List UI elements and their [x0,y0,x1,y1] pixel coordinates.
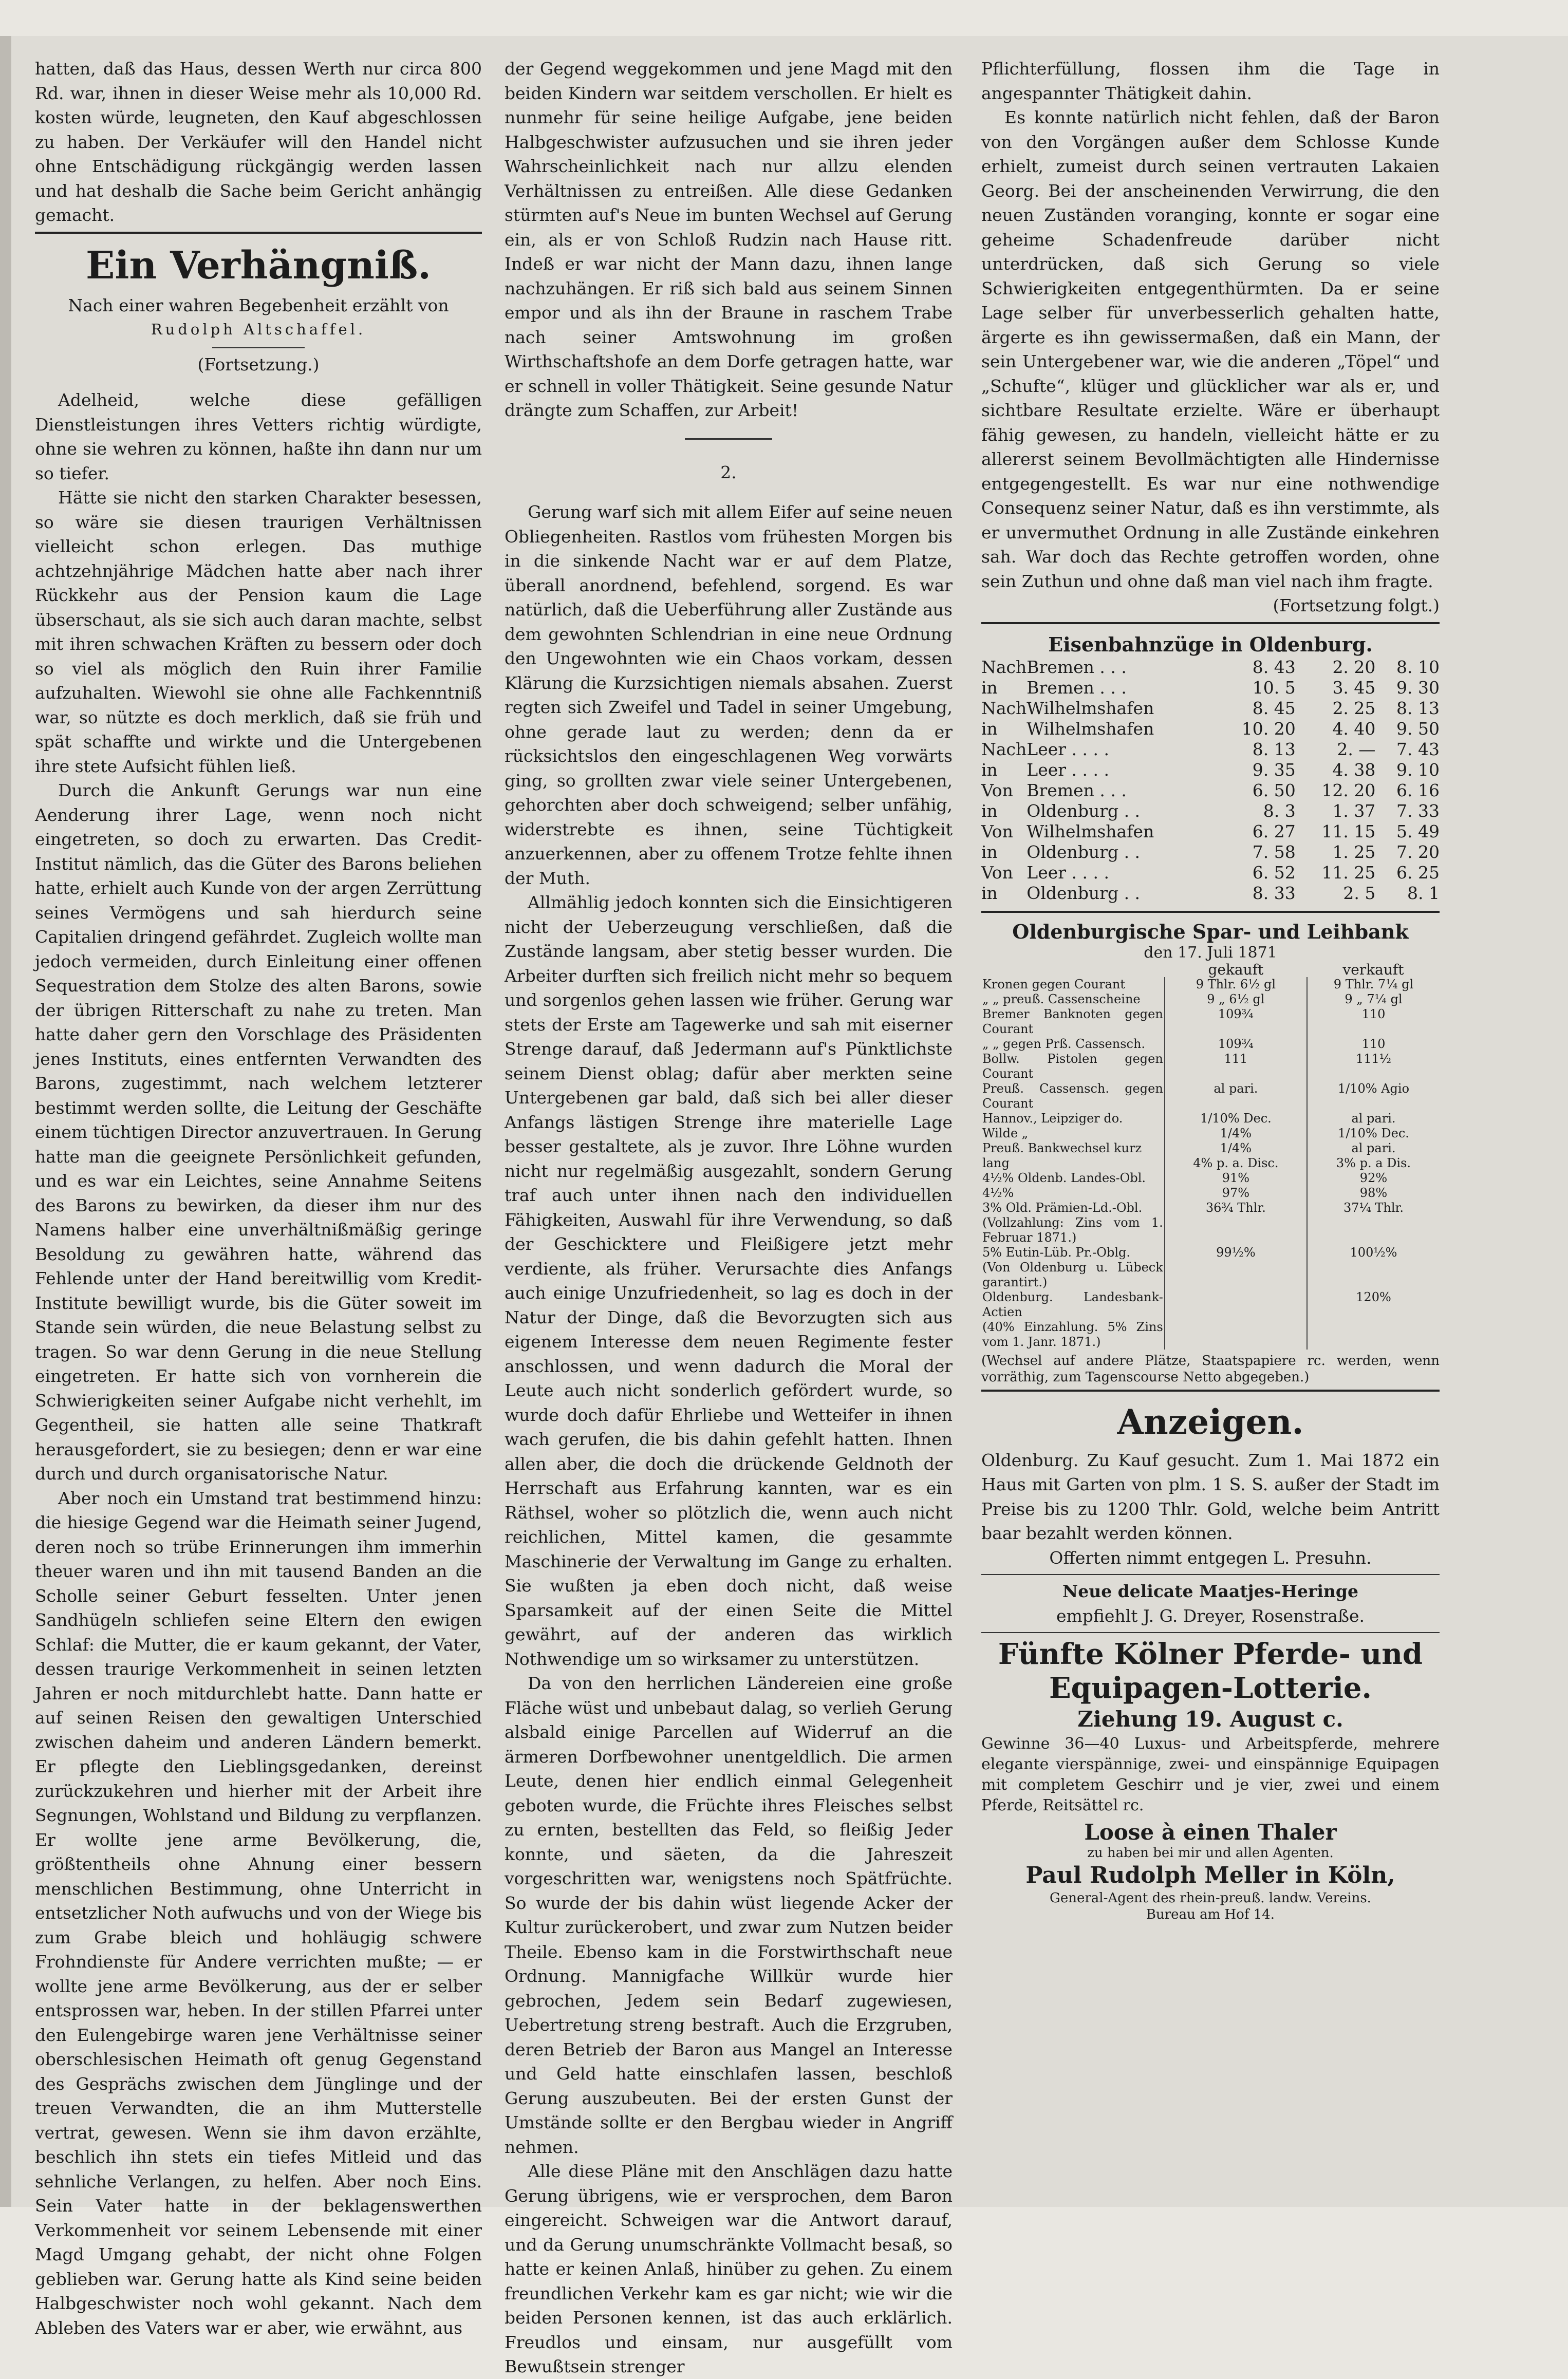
story-title: Ein Verhängniß. [86,243,431,288]
timetable-cell: 6. 16 [1396,780,1440,800]
exchange-cell: Bremer Banknoten gegen Courant [982,1006,1163,1036]
exchange-row [981,1245,1440,1260]
timetable-cell: in [981,883,998,903]
section-number: 2. [720,462,737,482]
timetable-cell: 11. 15 [1321,821,1376,841]
lottery-prizes: Gewinne 36—40 Luxus- und Arbeitspferde, mehrere elegante vierspännige, zwei- und einspännige Equipagen mit completem Geschirr und je vier, zwei und einem Pferde, Reitsättel rc. [981,1735,1440,1814]
ad-house-wanted: Oldenburg. Zu Kauf gesucht. Zum 1. Mai 1872 ein Haus mit Garten von plm. 1 S. S. außer der Stadt im Preise bis zu 1200 Thlr. Gold, welche beim Antritt baar bezahlt werden können. [981,1450,1440,1543]
timetable-cell: 6. 27 [1252,821,1296,841]
timetable-cell: Nach [981,739,1027,759]
timetable-row [981,801,1440,821]
timetable-row [981,821,1440,842]
column-header: gekauft [1208,961,1264,978]
exchange-cell [1165,1260,1307,1290]
timetable-cell: 7. 43 [1396,739,1440,759]
timetable-cell: 2. 5 [1343,883,1376,903]
timetable-cell: Oldenburg . . [1026,841,1141,862]
exchange-cell: 109¾ [1165,1007,1307,1037]
continuation-note: (Fortsetzung.) [197,354,320,374]
exchange-cell: 4½% Oldenb. Landes-Obl. [982,1170,1146,1185]
exchange-cell: Oldenburg. Landesbank-Actien [982,1289,1163,1319]
timetable-cell: 9. 35 [1252,759,1296,780]
exchange-cell: Kronen gegen Courant [982,977,1125,991]
timetable-cell: in [981,718,998,739]
exchange-row [981,1126,1440,1141]
paragraph: Aber noch ein Umstand trat bestimmend hinzu: die hiesige Gegend war die Heimath seiner Jugend, deren noch so trübe Erinnerungen ihm immerhin theuer waren und ihn mit tausend Banden an die Scholle seiner Geburt fesselten. Unter jenen Sandhügeln schliefen seine Eltern den ewigen Schlaf: die Mutter, die er kaum gekannt, der Vater, dessen traurige Verkommenheit in seinen letzten Jahren er noch mitdurchlebt hatte. Dann hatte er auf seinen Reisen den gewaltigen Unterschied zwischen daheim und anderen Ländern bemerkt. Er pflegte den Lieblingsgedanken, dereinst zurückzukehren und hierher mit der Arbeit ihre Segnungen, Wohlstand und Bildung zu verpflanzen. Er wollte jene arme Bevölkerung, die, größtentheils ohne Ahnung einer bessern menschlichen Bestimmung, ohne Unterricht in entsetzlicher Noth aufwuchs und von der Wiege bis zum Grabe bleich und hohläugig schwere Frohndienste für Andere verrichten mußte; — er wollte jene arme Bevölkerung, aus der er selber entsprossen war, heben. In der stillen Pfarrei unter den Eulengebirge waren jene Verhältnisse seiner oberschlesischen Heimath oft genug Gegenstand des Gesprächs zwischen dem Jünglinge und der treuen Verwandten, die an ihm Mutterstelle vertrat, gewesen. Wenn sie ihm davon erzählte, beschlich ihn stets ein tiefes Mitleid und das sehnliche Verlangen, zu helfen. Aber noch Eins. Sein Vater hatte in der beklagenswerthen Verkommenheit vor seinem Lebensende mit einer Magd Umgang gehabt, der nicht ohne Folgen geblieben war. Gerung hatte als Kind seine beiden Halbgeschwister noch wohl gekannt. Nach dem Ableben des Vaters war er aber, wie erwähnt, aus [35,1488,482,2338]
exchange-cell: 3% p. a Dis. [1307,1156,1440,1171]
short-divider [212,347,305,348]
intro-paragraph: hatten, daß das Haus, dessen Werth nur circa 800 Rd. war, ihnen in dieser Weise mehr als 10,000 Rd. kosten würde, leugneten, den Kauf abgeschlossen zu haben. Der Verkäufer will den Handel nicht ohne Entschädigung rückgängig werden lassen und hat deshalb die Sache beim Gericht anhängig gemacht. [35,59,482,225]
timetable-cell: Wilhelmshafen [1026,821,1154,841]
exchange-cell: 120% [1307,1290,1440,1320]
exchange-cell: 91% [1165,1171,1307,1186]
ads-title: Anzeigen. [1117,1401,1304,1442]
exchange-cell: 9 „ 6½ gl [1165,992,1307,1007]
timetable-cell: 2. — [1337,739,1376,759]
exchange-rates-table [981,962,1440,1350]
exchange-cell: 1/10% Dec. [1165,1111,1307,1126]
timetable-cell: Wilhelmshafen [1026,698,1154,718]
exchange-cell: Wilde „ [982,1126,1029,1140]
lottery-agent-address: Bureau am Hof 14. [1146,1906,1275,1922]
exchange-cell: lang [982,1155,1010,1170]
exchange-cell: 111 [1165,1052,1307,1081]
exchange-cell: 1/4% [1165,1141,1307,1156]
exchange-row [981,1156,1440,1171]
timetable-cell: Von [981,780,1013,800]
divider [981,1632,1440,1633]
section-divider [685,438,772,440]
timetable-cell: 5. 49 [1396,821,1440,841]
column-1 [35,57,482,2340]
exchange-row [981,1081,1440,1111]
exchange-cell: 109¾ [1165,1037,1307,1052]
exchange-row [981,1260,1440,1290]
exchange-cell: 9 Thlr. 6½ gl [1165,977,1307,992]
binding-gutter [0,36,11,2207]
lottery-agent-name: Paul Rudolph Meller in Köln, [1025,1862,1395,1888]
timetable-cell: Nach [981,657,1027,677]
ad-herring-seller: empfiehlt J. G. Dreyer, Rosenstraße. [1056,1605,1365,1626]
exchange-cell: „ „ gegen Prß. Cassensch. [982,1036,1146,1051]
paragraph: Allmählig jedoch konnten sich die Einsichtigeren nicht der Ueberzeugung verschließen, daß die Zustände langsam, aber stetig besser wurden. Die Arbeiter durften sich freilich nicht mehr so bequem und sorgenlos gehen lassen wie früher. Gerung war stets der Erste am Tagewerke und sah mit eiserner Strenge darauf, daß Jedermann auf's Pünktlichste seinem Dienst oblag; dafür aber merkten seine Untergebenen gar bald, daß sich bei aller dieser Anfangs lästigen Strenge ihre materielle Lage besser gestaltete, als je zuvor. Ihre Löhne wurden nicht nur regelmäßig ausgezahlt, sondern Gerung traf auch unter ihnen nach den individuellen Fähigkeiten, Auswahl für ihre Verwendung, so daß der Geschicktere und Fleißigere jetzt mehr verdiente, als früher. Verursachte dies Anfangs auch einige Unzufriedenheit, so lag es doch in der Natur der Dinge, daß die Bevorzugten sich aus eigenem Interesse dem neuen Regimente fester anschlossen, und wenn dadurch die Moral der Leute auch nicht sonderlich gefördert wurde, so wurde doch dafür Ehrliebe und Wetteifer in ihnen wach gerufen, die bis dahin gefehlt hatten. Ihnen allen aber, die doch die drückende Geldnoth der Herrschaft aus Erfahrung kannten, war es ein Räthsel, woher so plötzlich die, wenn auch nicht reichlichen, Mittel kamen, die gesammte Maschinerie der Verwaltung im Gange zu erhalten. Sie wußten ja eben doch nicht, daß weise Sparsamkeit auf der einen Seite die Mittel gewährt, auf der anderen das wirklich Nothwendige um so wirksamer zu unterstützen. [505,892,953,1669]
timetable-cell: 8. 33 [1252,883,1296,903]
timetable-cell: 9. 10 [1396,759,1440,780]
timetable-cell: Bremen . . . [1026,657,1127,677]
exchange-cell: 98% [1307,1186,1440,1201]
exchange-cell: Hannov., Leipziger do. [982,1111,1123,1126]
exchange-cell: al pari. [1307,1111,1440,1126]
timetable-cell: in [981,759,998,780]
exchange-cell: al pari. [1307,1141,1440,1156]
exchange-cell: Preuß. Cassensch. gegen Courant [982,1081,1163,1111]
timetable-cell: Bremen . . . [1026,677,1127,698]
exchange-row [981,1320,1440,1350]
exchange-cell: „ „ preuß. Cassenscheine [982,991,1141,1006]
timetable-cell: 8. 43 [1252,657,1296,677]
timetable-cell: 7. 58 [1252,841,1296,862]
exchange-row [981,1007,1440,1037]
paragraph: der Gegend weggekommen und jene Magd mit den beiden Kindern war seitdem verschollen. Er hielt es nunmehr für seine heilige Aufgabe, jene beiden Halbgeschwister aufzusuchen und sie ihren jeder Wahrscheinlichkeit nach nur allzu elenden Verhältnissen zu entreißen. Alle diese Gedanken stürmten auf's Neue im bunten Wechsel auf Gerung ein, als er von Schloß Rudzin nach Hause ritt. Indeß er war nicht der Mann dazu, ihnen lange nachzuhängen. Er riß sich bald aus seinem Sinnen empor und als ihn der Braune in raschem Trabe nach seiner Amtswohnung im großen Wirthschaftshofe an dem Dorfe getragen hatte, war er schnell in voller Thätigkeit. Seine gesunde Natur drängte zum Schaffen, zur Arbeit! [505,59,953,420]
timetable-cell: 1. 25 [1332,841,1376,862]
exchange-cell: 100½% [1307,1245,1440,1260]
exchange-cell: al pari. [1165,1081,1307,1111]
exchange-cell: 111½ [1307,1052,1440,1081]
exchange-cell: 97% [1165,1186,1307,1201]
paragraph: Pflichterfüllung, flossen ihm die Tage in angespannter Thätigkeit dahin. [981,59,1440,103]
exchange-row [981,1171,1440,1186]
exchange-cell [1307,1320,1440,1350]
timetable-cell: 8. 13 [1396,698,1440,718]
divider [981,911,1440,913]
exchange-row [981,1111,1440,1126]
exchange-cell: 37¼ Thlr. [1307,1201,1440,1215]
exchange-row [981,992,1440,1007]
exchange-row [981,1141,1440,1156]
divider [35,232,482,234]
timetable-cell: in [981,841,998,862]
timetable-row [981,863,1440,883]
column-2 [505,57,953,2379]
timetable-cell: 9. 50 [1396,718,1440,739]
paragraph: Es konnte natürlich nicht fehlen, daß der Baron von den Vorgängen außer dem Schlosse Kunde erhielt, zumeist durch seinen vertrauten Lakaien Georg. Bei der anscheinenden Verwirrung, die den neuen Zuständen voranging, konnte er sogar eine geheime Schadenfreude darüber nicht unterdrücken, daß sich Gerung so viele Schwierigkeiten entgegenthürmten. Da er seine Lage selber für unverbesserlich gehalten hatte, ärgerte es ihn gewissermaßen, daß ein Mann, der sein Untergebener war, wie die anderen „Töpel“ und „Schufte“, klüger und glücklicher war als er, und sichtbare Resultate erzielte. Wäre er überhaupt fähig gewesen, zu handeln, vielleicht hätte er zu allererst seinem Bevollmächtigten alle Hindernisse entgegengestellt. Es war nur eine nothwendige Consequenz seiner Natur, daß es ihn verstimmte, als er unvermuthet Ordnung in alle Zustände einkehren sah. War doch das Rechte getroffen worden, ohne sein Zuthun und ohne daß man viel nach ihm fragte. [981,107,1440,591]
paragraph: Alle diese Pläne mit den Anschlägen dazu hatte Gerung übrigens, wie er versprochen, dem Baron eingereicht. Schweigen war die Antwort darauf, und da Gerung unumschränkte Vollmacht besaß, so hatte er keinen Anlaß, hinüber zu gehen. Zu einem freundlichen Verkehr kam es gar nicht; wie wir die beiden Personen kennen, ist das auch erklärlich. Freudlos und einsam, nur ausgefüllt vom Bewußtsein strenger [505,2161,953,2376]
timetable-cell: 2. 20 [1332,657,1376,677]
exchange-cell: 110 [1307,1007,1440,1037]
bank-date: den 17. Juli 1871 [1144,943,1277,962]
exchange-cell: 36¾ Thlr. [1165,1201,1307,1215]
exchange-cell: 3% Old. Prämien-Ld.-Obl. [982,1200,1143,1215]
timetable-cell: 8. 10 [1396,657,1440,677]
timetable-row [981,698,1440,719]
bank-title: Oldenburgische Spar- und Leihbank [1012,920,1409,943]
exchange-cell: 9 Thlr. 7¼ gl [1307,977,1440,992]
exchange-row [981,1037,1440,1052]
exchange-cell: 92% [1307,1171,1440,1186]
timetable-cell: 8. 13 [1252,739,1296,759]
timetable-cell: 10. 20 [1241,718,1296,739]
divider [981,1390,1440,1392]
exchange-cell [1307,1215,1440,1245]
timetable-cell: 8. 1 [1407,883,1440,903]
story-author: Rudolph Altschaffel. [151,321,366,338]
exchange-row [981,1215,1440,1245]
timetable-cell: 7. 20 [1396,841,1440,862]
timetable-cell: 7. 33 [1396,800,1440,821]
timetable-cell: Leer . . . . [1026,759,1109,780]
timetable-cell: Nach [981,698,1027,718]
timetable-cell: 3. 45 [1332,677,1376,698]
timetable-cell: 6. 50 [1252,780,1296,800]
story-subtitle: Nach einer wahren Begebenheit erzählt von [68,295,449,315]
timetable-row [981,657,1440,678]
timetable-cell: 9. 30 [1396,677,1440,698]
continuation-note: (Fortsetzung folgt.) [1273,595,1440,615]
exchange-row [981,1052,1440,1081]
exchange-row [981,1290,1440,1320]
exchange-cell [1165,1215,1307,1245]
timetable-cell: 1. 37 [1332,800,1376,821]
timetable-row [981,780,1440,801]
timetable-cell: Wilhelmshafen [1026,718,1154,739]
divider [981,1574,1440,1575]
lottery-agent-role: General-Agent des rhein-preuß. landw. Vereins. [1050,1890,1371,1906]
exchange-cell: Bollw. Pistolen gegen Courant [982,1051,1163,1081]
timetable-cell: 2. 25 [1332,698,1376,718]
timetable-row [981,739,1440,760]
paragraph: Da von den herrlichen Ländereien eine große Fläche wüst und unbebaut dalag, so verlieh Gerung alsbald einige Parcellen auf Widerruf an die ärmeren Dorfbewohner unentgeldlich. Die armen Leute, denen hier endlich einmal Gelegenheit geboten wurde, die Früchte ihres Fleisches selbst zu ernten, bestellten das Feld, so fleißig Jeder konnte, und säeten, da die Jahreszeit vorgeschritten war, wenigstens noch Spätfrüchte. So wurde der bis dahin wüst liegende Acker der Kultur zurückerobert, und zwar zum Nutzen beider Theile. Ebenso kam in die Forstwirthschaft neue Ordnung. Mannigfache Willkür wurde hier gebrochen, Jedem sein Bedarf zugewiesen, Uebertretung streng bestraft. Auch die Erzgruben, deren Betrieb der Baron aus Mangel an Interesse und Geld hatte einschlafen lassen, beschloß Gerung auszubeuten. Bei der ersten Gunst der Umstände sollte er den Bergbau wieder in Angriff nehmen. [505,1673,953,2157]
paragraph: Hätte sie nicht den starken Charakter besessen, so wäre sie diesen traurigen Verhältnissen vielleicht schon erlegen. Das muthige achtzehnjährige Mädchen hatte aber nach ihrer Rückkehr aus der Pension kaum die Lage übserschaut, als sie sich auch daran machte, selbst mit ihren schwachen Kräften zu bessern oder doch so viel als möglich den Ruin ihrer Familie aufzuhalten. Wiewohl sie ohne alle Fachkenntniß war, so nützte es doch merklich, daß sie früh und spät schaffte und wirkte und die Untergebenen ihre stete Aufsicht fühlen ließ. [35,488,482,776]
lottery-tickets: Loose à einen Thaler [1084,1820,1337,1845]
timetable-title: Eisenbahnzüge in Oldenburg. [1048,632,1373,656]
column-3 [981,57,1440,1923]
column-header: verkauft [1342,961,1404,978]
exchange-cell: (40% Einzahlung. 5% Zins vom 1. Janr. 1871.) [982,1319,1163,1349]
timetable-cell: in [981,677,998,698]
exchange-row [981,1186,1440,1201]
paragraph: Adelheid, welche diese gefälligen Dienstleistungen ihres Vetters richtig würdigte, ohne sie wehren zu können, haßte ihn dann nur um so tiefer. [35,390,482,483]
exchange-cell: 1/4% [1165,1126,1307,1141]
exchange-cell: 110 [1307,1037,1440,1052]
exchange-row [981,977,1440,992]
timetable-cell: 8. 45 [1252,698,1296,718]
exchange-cell: (Von Oldenburg u. Lübeck garantirt.) [982,1260,1163,1289]
timetable-row [981,760,1440,780]
exchange-cell: 4½% [982,1185,1014,1200]
timetable-cell: 6. 25 [1396,862,1440,883]
exchange-cell [1165,1290,1307,1320]
bank-note: (Wechsel auf andere Plätze, Staatspapiere rc. werden, wenn vorräthig, zum Tagenscourse Netto abgegeben.) [981,1353,1440,1385]
ad-signature: Offerten nimmt entgegen L. Presuhn. [1049,1547,1372,1568]
lottery-draw-date: Ziehung 19. August c. [1077,1707,1343,1732]
timetable-cell: Leer . . . . [1026,739,1109,759]
exchange-cell: 1/10% Dec. [1307,1126,1440,1141]
exchange-cell: 5% Eutin-Lüb. Pr.-Oblg. [982,1245,1131,1260]
timetable-cell: 12. 20 [1321,780,1376,800]
timetable-row [981,719,1440,739]
exchange-cell: 4% p. a. Disc. [1165,1156,1307,1171]
timetable-cell: 10. 5 [1252,677,1296,698]
exchange-cell: Preuß. Bankwechsel kurz [982,1140,1142,1155]
timetable-row [981,678,1440,698]
timetable-cell: Oldenburg . . [1026,800,1141,821]
timetable-cell: Bremen . . . [1026,780,1127,800]
exchange-cell [1165,1320,1307,1350]
divider [981,622,1440,624]
timetable-cell: 8. 3 [1263,800,1296,821]
timetable-cell: 4. 40 [1332,718,1376,739]
lottery-title: Fünfte Kölner Pferde- und Equipagen-Lotterie. [998,1637,1423,1705]
paragraph: Gerung warf sich mit allem Eifer auf seine neuen Obliegenheiten. Rastlos vom frühesten Morgen bis in die sinkende Nacht war er auf dem Platze, überall anordnend, befehlend, sorgend. Es war natürlich, daß die Ueberführung aller Zustände aus dem gewohnten Schlendrian in eine neue Ordnung den Ungewohnten wie ein Chaos vorkam, dessen Klärung die Kurzsichtigen niemals absahen. Zuerst regten sich Zweifel und Tadel in seiner Umgebung, ohne gerade laut zu werden; denn da er rücksichtslos den eingeschlagenen Weg vorwärts ging, so grollten zwar viele seiner Untergebenen, gehorchten aber doch schweigend; selber unfähig, widerstrebte es ihnen, seine Tüchtigkeit anzuerkennen, aber zu offenem Trotze fehlte ihnen der Muth. [505,502,953,888]
paragraph: Durch die Ankunft Gerungs war nun eine Aenderung ihrer Lage, wenn noch nicht eingetreten, so doch zu erwarten. Das Credit-Institut nämlich, das die Güter des Barons beliehen hatte, erhielt auch Kunde von der argen Zerrüttung seines Vermögens und sah hierdurch seine Capitalien dringend gefährdet. Zugleich wollte man jedoch vermeiden, durch Einleitung einer offenen Sequestration dem Stolze des alten Barons, sowie der übrigen Ritterschaft zu nahe zu treten. Man hatte daher gern den Vorschlage des Präsidenten jenes Instituts, eines entfernten Verwandten des Barons, zugestimmt, nach welchem letzterer bestimmt werden sollte, die Leitung der Geschäfte einem tüchtigen Director anzuvertrauen. In Gerung hatte man die geeignete Persönlichkeit gefunden, und es war ein Leichtes, seine Annahme Seitens des Barons zu bewirken, da dieser ihm nur des Namens halber eine unverhältnißmäßig geringe Besoldung zu gewähren hatte, während das Fehlende unter der Hand bereitwillig vom Kredit-Institute bewilligt wurde, bis die Güter soweit im Stande sein würden, die neue Belastung selbst zu tragen. So war denn Gerung in die neue Stellung eingetreten. Er hatte sich von vornherein die Schwierigkeiten seiner Aufgabe nicht verhehlt, im Gegentheil, sie hatten alle seine Thatkraft herausgefordert, sie zu besiegen; denn er war eine durch und durch organisatorische Natur. [35,780,482,1484]
exchange-row [981,1201,1440,1215]
timetable-cell: Von [981,821,1013,841]
exchange-cell [1307,1260,1440,1290]
ad-herring: Neue delicate Maatjes-Heringe [1062,1581,1358,1601]
exchange-cell: 9 „ 7¼ gl [1307,992,1440,1007]
exchange-cell: 1/10% Agio [1307,1081,1440,1111]
lottery-agents: zu haben bei mir und allen Agenten. [1087,1845,1334,1861]
timetable-row [981,883,1440,904]
timetable-cell: Oldenburg . . [1026,883,1141,903]
timetable-cell: in [981,800,998,821]
timetable-cell: Leer . . . . [1026,862,1109,883]
exchange-cell: (Vollzahlung: Zins vom 1. Februar 1871.) [982,1215,1163,1245]
timetable-row [981,842,1440,863]
timetable-cell: 11. 25 [1321,862,1376,883]
railway-timetable [981,631,1440,904]
exchange-cell: 99½% [1165,1245,1307,1260]
timetable-cell: Von [981,862,1013,883]
timetable-cell: 4. 38 [1332,759,1376,780]
timetable-cell: 6. 52 [1252,862,1296,883]
